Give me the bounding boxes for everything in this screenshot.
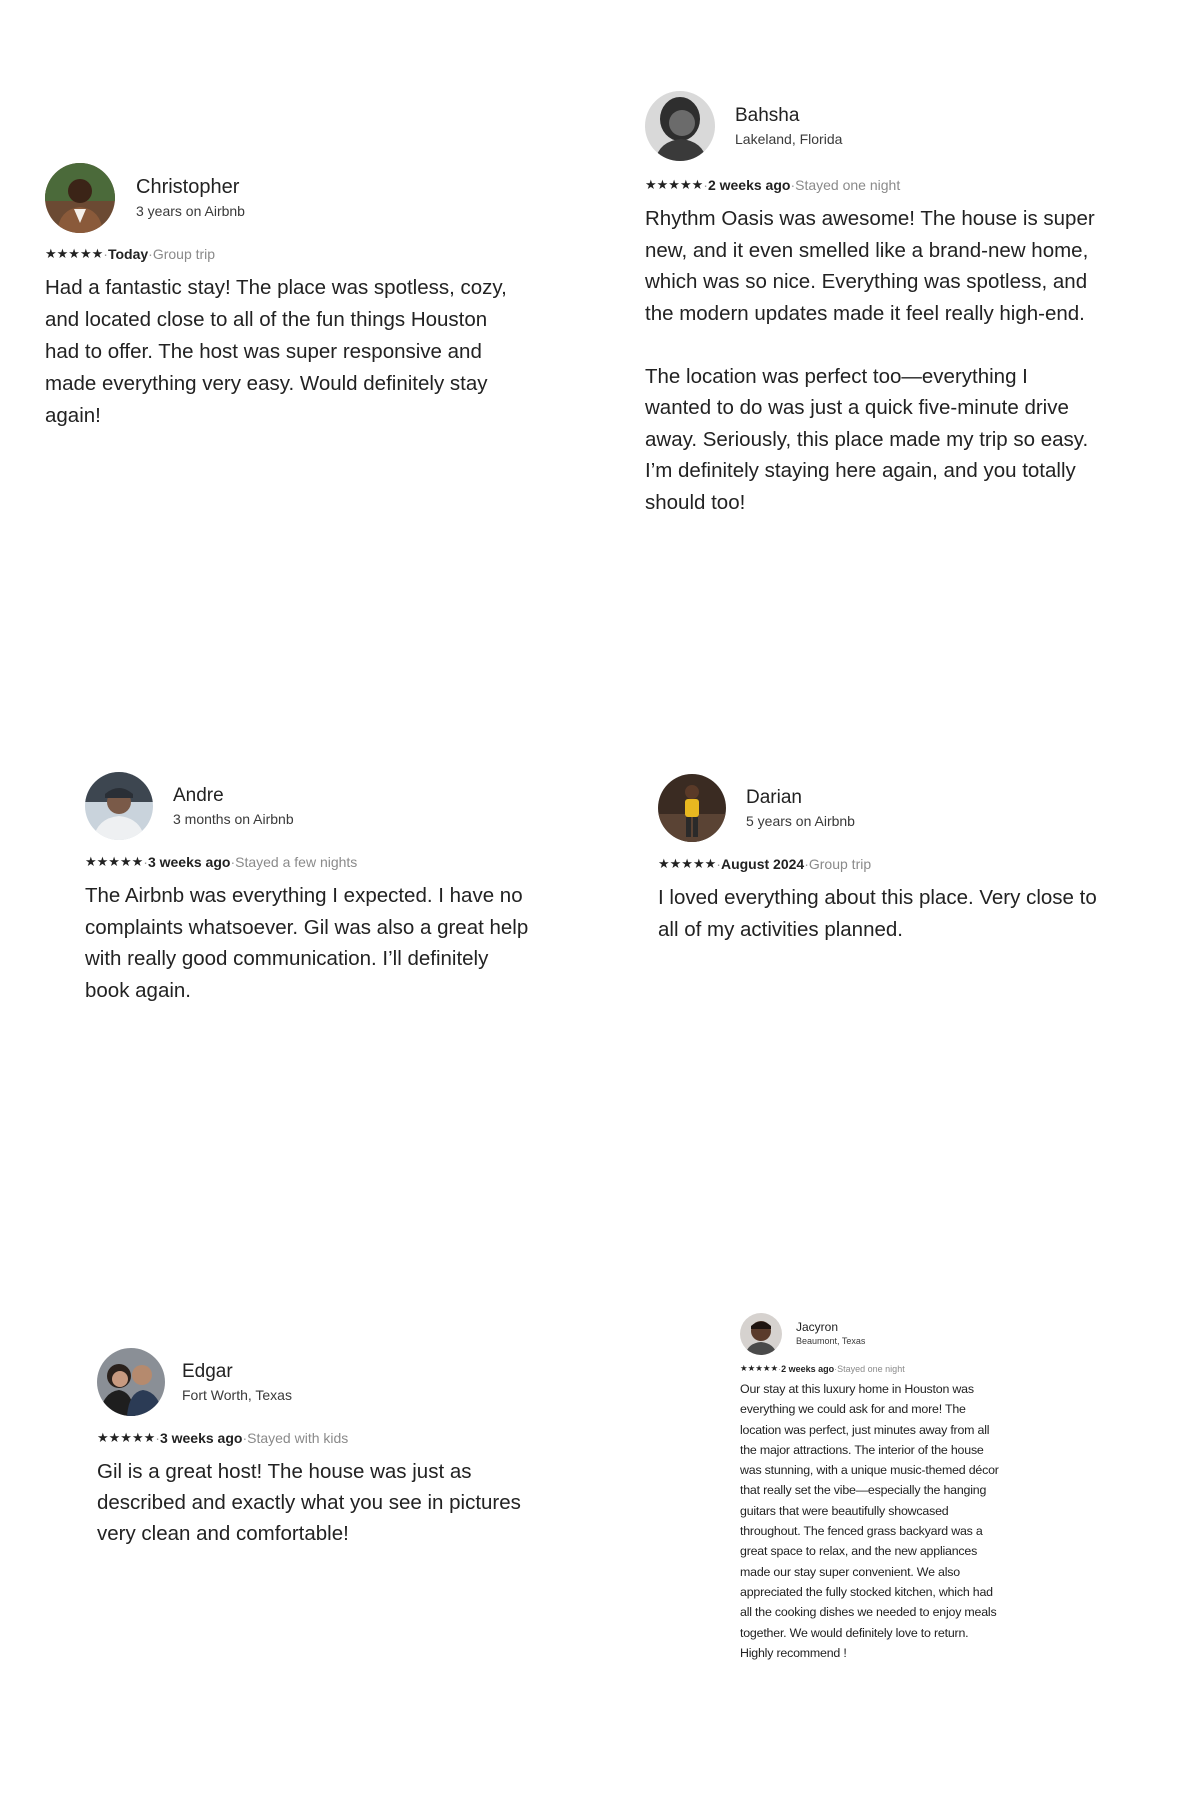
avatar[interactable] — [658, 774, 726, 842]
separator: · — [790, 177, 796, 193]
reviewer-name[interactable]: Jacyron — [796, 1320, 839, 1334]
separator: · — [778, 1363, 782, 1374]
review-date: 2 weeks ago — [707, 177, 791, 193]
avatar[interactable] — [97, 1348, 165, 1416]
separator: · — [143, 854, 148, 870]
trip-type: Stayed with kids — [247, 1430, 349, 1446]
review-card — [645, 91, 1145, 518]
reviewer-subtitle: 3 months on Airbnb — [173, 810, 294, 827]
review-text: Had a fantastic stay! The place was spotless, cozy, and located close to all of the fun things Houston had to offer. The host was super responsive and made everything very easy. Would definitely stay again! — [45, 276, 507, 427]
avatar[interactable] — [85, 772, 153, 840]
reviewer-name[interactable]: Edgar — [182, 1360, 233, 1382]
review-date: August 2024 — [720, 856, 805, 872]
review-date: 2 weeks ago — [781, 1363, 835, 1374]
avatar[interactable] — [45, 163, 115, 233]
star-rating-icon: ★★★★★ — [740, 1363, 779, 1373]
star-rating-icon: ★★★★★ — [658, 856, 717, 871]
review-text: The Airbnb was everything I expected. I have no complaints whatsoever. Gil was also a great help with really good communication. I’ll definitely book again. — [85, 884, 529, 1002]
avatar[interactable] — [740, 1313, 782, 1355]
review-text: Gil is a great host! The house was just as described and exactly what you see in pictures very clean and comfortable! — [97, 1460, 521, 1545]
review-date: 3 weeks ago — [159, 1430, 243, 1446]
separator: · — [155, 1430, 160, 1446]
review-card — [740, 1313, 1060, 1663]
review-meta — [645, 177, 1145, 193]
reviewer-subtitle: Fort Worth, Texas — [182, 1386, 292, 1403]
star-rating-icon: ★★★★★ — [45, 246, 104, 261]
reviewer-info — [746, 785, 855, 832]
review-header — [97, 1348, 597, 1416]
star-rating-icon: ★★★★★ — [85, 854, 144, 869]
reviewer-subtitle: 3 years on Airbnb — [136, 203, 245, 219]
review-meta — [45, 246, 555, 262]
reviewer-name[interactable]: Darian — [746, 786, 802, 808]
reviewer-info — [136, 174, 245, 222]
review-card — [97, 1348, 597, 1549]
review-meta — [658, 856, 1168, 872]
trip-type: Stayed one night — [837, 1363, 905, 1374]
separator: · — [148, 246, 153, 262]
separator: · — [804, 856, 809, 872]
review-header — [658, 774, 1168, 842]
trip-type: Group trip — [152, 246, 216, 262]
separator: · — [103, 246, 108, 262]
review-card — [45, 163, 555, 432]
star-rating-icon: ★★★★★ — [645, 177, 704, 192]
reviewer-info — [735, 103, 842, 150]
trip-type: Stayed a few nights — [235, 854, 358, 870]
separator: · — [230, 854, 236, 870]
review-meta — [97, 1430, 597, 1446]
review-text: Our stay at this luxury home in Houston was everything we could ask for and more! The location was perfect, just minutes away from all the major attractions. The interior of the house was stunning, with a unique music-themed décor that really set the vibe—especially the hanging guitars that were beautifully showcased throughout. The fenced grass backyard was a great space to relax, and the new appliances made our stay super convenient. We also appreciated the fully stocked kitchen, which had all the cooking dishes we needed to enjoy meals together. We would definitely love to return. Highly recommend ! — [740, 1382, 999, 1660]
review-date: Today — [107, 246, 149, 262]
reviewer-subtitle: 5 years on Airbnb — [746, 812, 855, 829]
review-text: I loved everything about this place. Very close to all of my activities planned. — [658, 886, 1097, 941]
review-header — [645, 91, 1145, 161]
reviewer-info — [182, 1359, 292, 1406]
separator: · — [834, 1363, 838, 1374]
separator: · — [716, 856, 721, 872]
reviewer-subtitle: Lakeland, Florida — [735, 130, 843, 147]
reviewer-subtitle: Beaumont, Texas — [796, 1336, 866, 1346]
review-meta — [85, 854, 585, 870]
reviewer-info — [173, 783, 294, 830]
review-text: Rhythm Oasis was awesome! The house is super new, and it even smelled like a brand-new home, which was so nice. Everything was spotless, and the modern updates made it feel really high-end. The location was perfect too—everything I wanted to do was just a quick five-minute drive away. Seriously, this place made my trip so easy. I’m definitely staying here again, and you totally should too! — [645, 207, 1095, 514]
trip-type: Stayed one night — [795, 177, 901, 193]
review-card — [658, 774, 1168, 945]
avatar[interactable] — [645, 91, 715, 161]
review-meta — [740, 1363, 1060, 1374]
separator: · — [242, 1430, 248, 1446]
reviewer-name[interactable]: Bahsha — [735, 104, 800, 126]
reviewer-name[interactable]: Andre — [173, 784, 224, 806]
separator: · — [703, 177, 708, 193]
trip-type: Group trip — [808, 856, 872, 872]
reviewer-name[interactable]: Christopher — [136, 176, 240, 198]
review-header — [45, 163, 555, 233]
star-rating-icon: ★★★★★ — [97, 1430, 156, 1445]
review-date: 3 weeks ago — [147, 854, 231, 870]
review-header — [740, 1313, 1060, 1355]
review-card — [85, 772, 585, 1006]
reviewer-info — [796, 1320, 865, 1348]
review-header — [85, 772, 585, 840]
